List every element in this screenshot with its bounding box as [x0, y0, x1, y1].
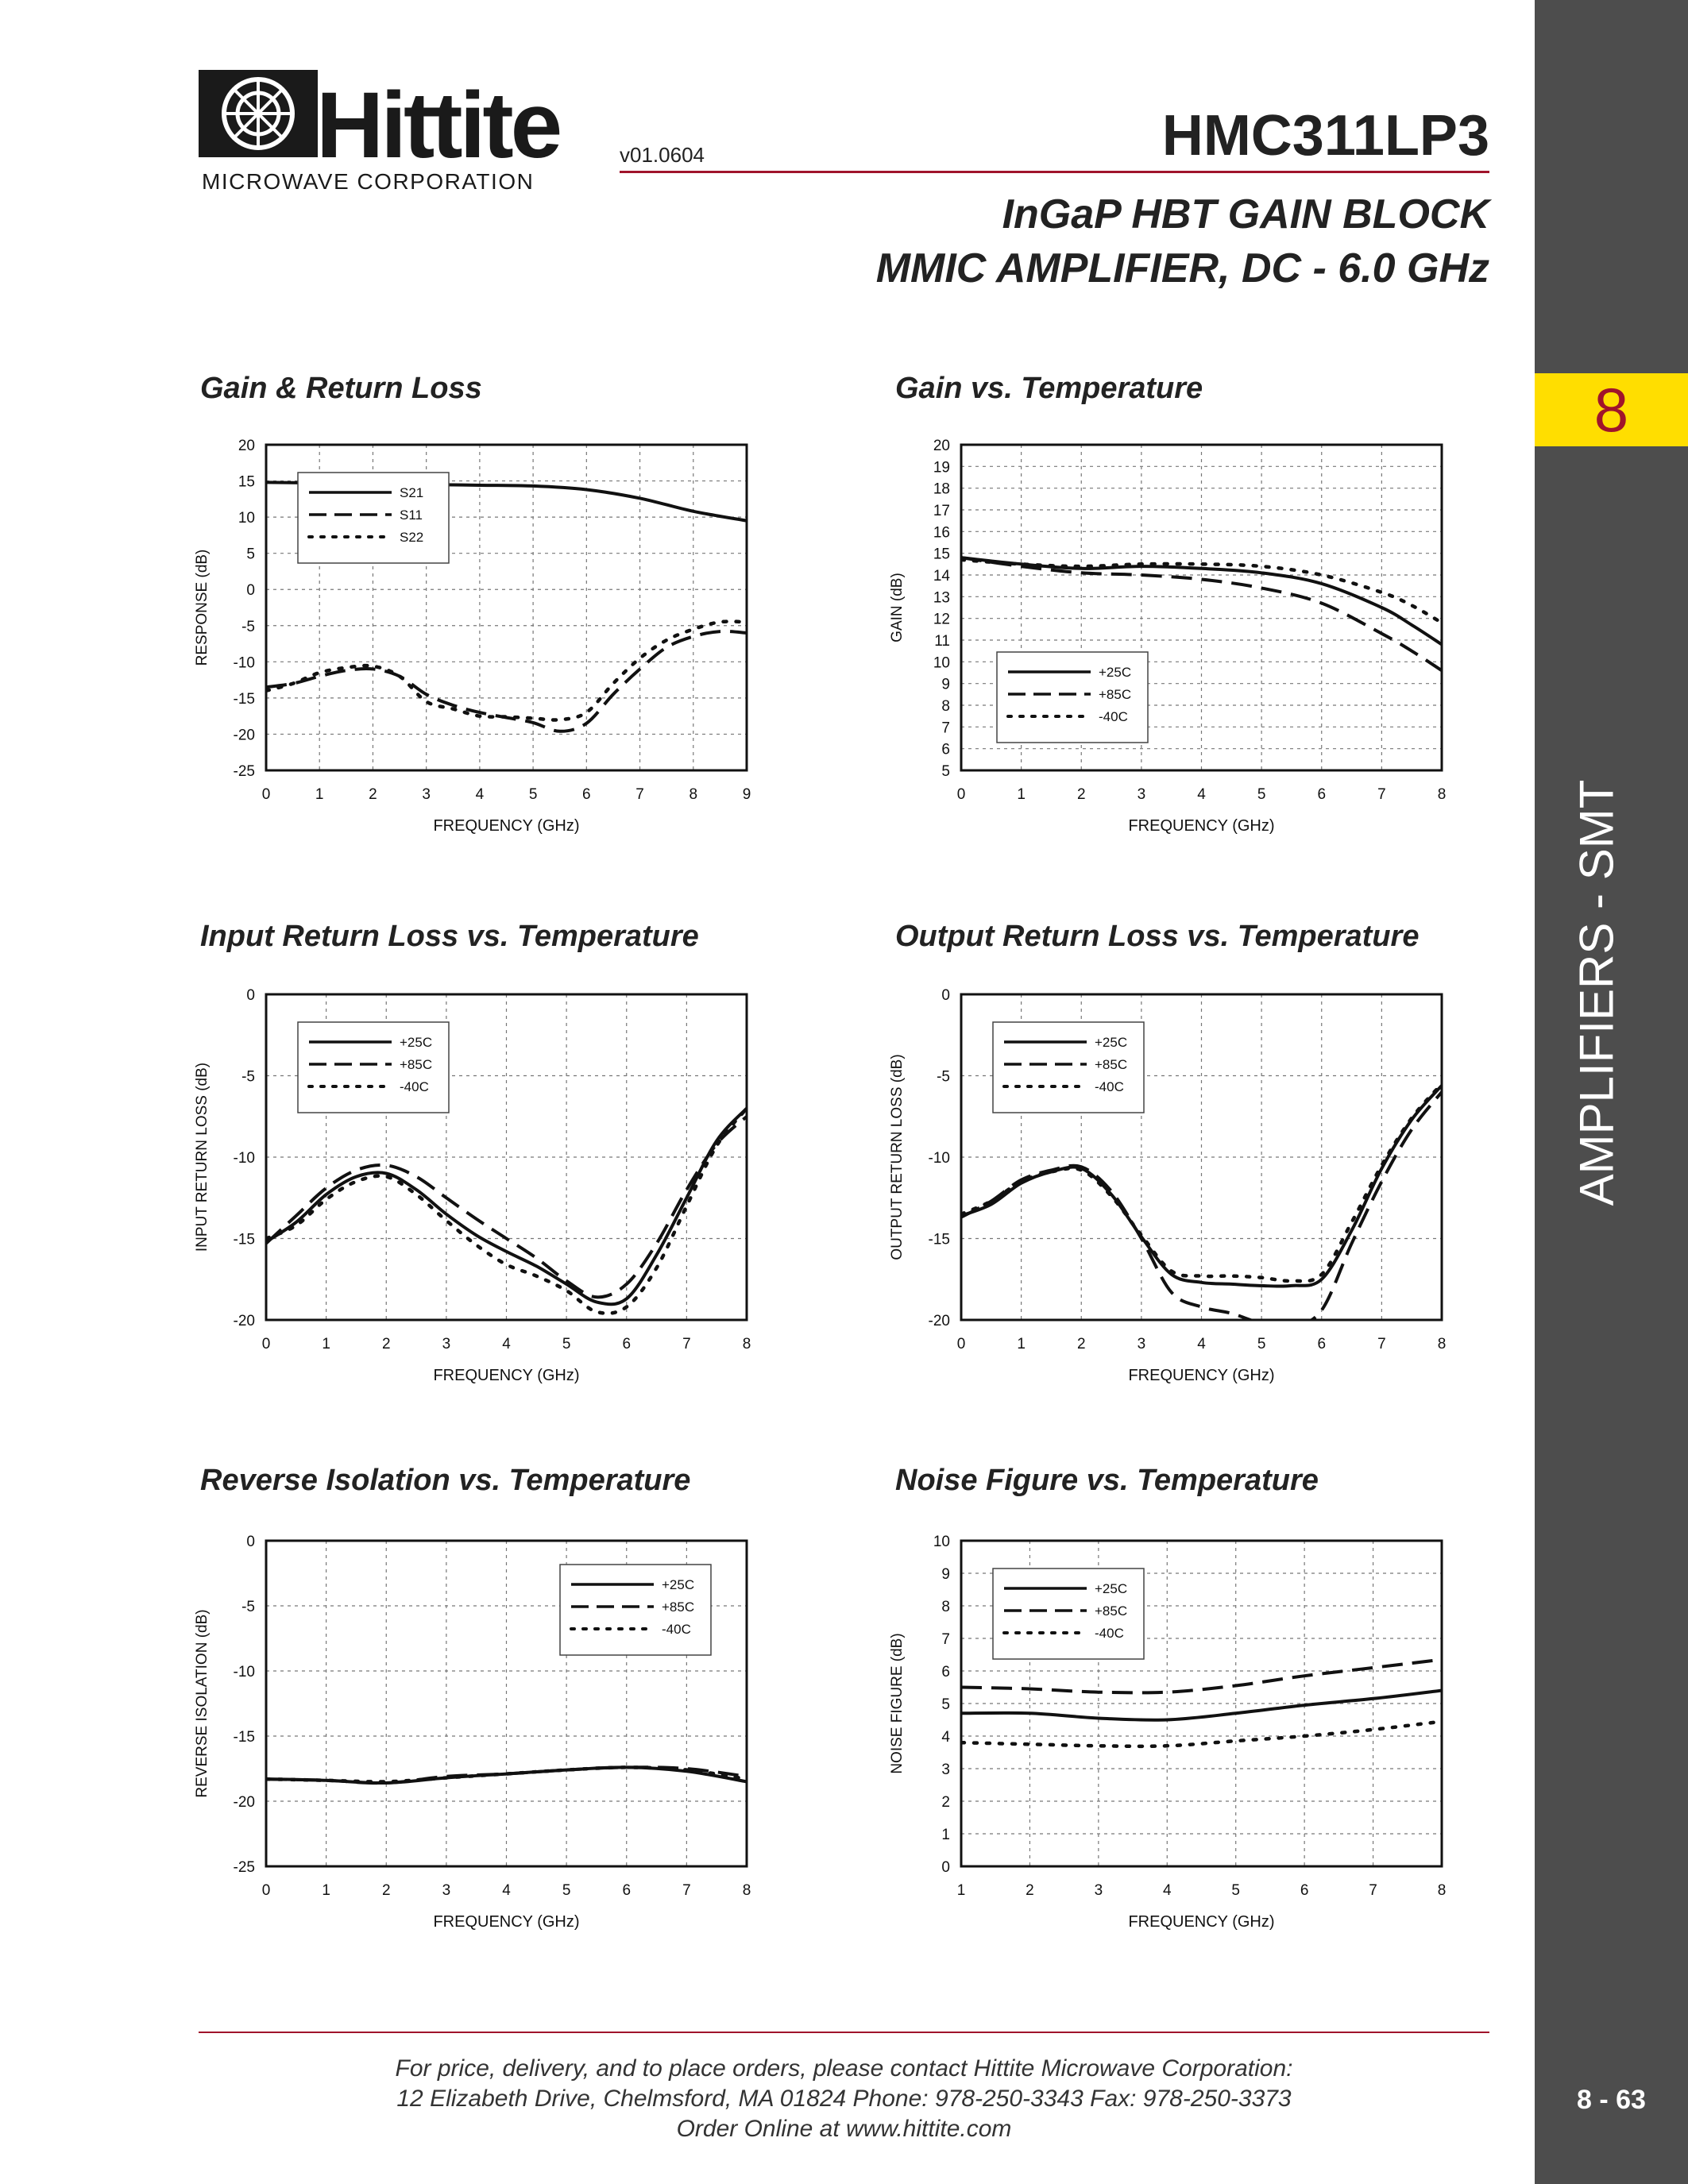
y-tick-label: 6: [941, 1664, 950, 1680]
chart-title-noise-figure: Noise Figure vs. Temperature: [895, 1464, 1319, 1497]
y-axis-label: INPUT RETURN LOSS (dB): [194, 1062, 211, 1252]
y-tick-label: 0: [246, 1534, 255, 1550]
x-tick-label: 4: [502, 1336, 511, 1352]
y-tick-label: 20: [933, 438, 950, 454]
y-axis-label: NOISE FIGURE (dB): [889, 1633, 906, 1774]
x-tick-label: 5: [1257, 786, 1266, 803]
x-axis-label: FREQUENCY (GHz): [1128, 1913, 1275, 1931]
y-tick-label: -15: [233, 1729, 255, 1746]
x-tick-label: 6: [622, 1882, 632, 1899]
x-tick-label: 3: [1137, 786, 1146, 803]
y-tick-label: -5: [241, 1068, 255, 1086]
x-tick-label: 8: [689, 786, 698, 803]
y-tick-label: 20: [238, 438, 255, 454]
chart-noise-figure: [878, 1525, 1481, 1938]
y-tick-label: 1: [941, 1827, 950, 1843]
series-line-40c: [961, 1722, 1442, 1746]
y-tick-label: 7: [941, 1631, 950, 1648]
y-tick-label: 5: [246, 546, 255, 563]
x-tick-label: 4: [475, 786, 485, 803]
x-tick-label: 0: [261, 786, 271, 803]
y-tick-label: -5: [241, 618, 255, 635]
x-tick-label: 1: [956, 1882, 966, 1899]
x-tick-label: 6: [1317, 786, 1327, 803]
version-label: v01.0604: [620, 143, 705, 167]
y-tick-label: -10: [233, 1664, 255, 1680]
y-tick-label: 0: [941, 1859, 950, 1876]
chart-title-gain-vs-temp: Gain vs. Temperature: [895, 372, 1203, 405]
x-axis-label: FREQUENCY (GHz): [433, 1913, 580, 1931]
y-tick-label: 9: [941, 1566, 950, 1583]
y-tick-label: 12: [933, 611, 950, 628]
x-tick-label: 2: [381, 1882, 391, 1899]
legend-label: S21: [400, 485, 424, 500]
y-tick-label: 16: [933, 524, 950, 542]
chart-title-gain-return-loss: Gain & Return Loss: [200, 372, 482, 405]
x-tick-label: 0: [261, 1336, 271, 1352]
section-label: AMPLIFIERS - SMT: [1570, 779, 1624, 1206]
y-tick-label: 14: [933, 568, 950, 585]
x-tick-label: 2: [369, 786, 377, 803]
x-tick-label: 0: [261, 1882, 271, 1899]
x-tick-label: 3: [1094, 1882, 1103, 1899]
x-tick-label: 2: [381, 1336, 391, 1352]
x-tick-label: 2: [1076, 1336, 1086, 1352]
y-tick-label: 0: [941, 987, 950, 1004]
y-tick-label: 5: [941, 763, 950, 780]
x-tick-label: 0: [956, 1336, 966, 1352]
legend-label: +85C: [400, 1057, 433, 1072]
x-tick-label: 5: [528, 786, 538, 803]
y-tick-label: -15: [233, 690, 255, 708]
series-line-25c: [961, 1691, 1442, 1720]
footer-contact-line: For price, delivery, and to place orders, please contact Hittite Microwave Corporation:: [395, 2055, 1293, 2082]
chart-output-return-loss: [878, 978, 1481, 1391]
y-tick-label: 6: [941, 741, 950, 758]
y-tick-label: -20: [233, 1313, 255, 1329]
logo-subtext: MICROWAVE CORPORATION: [202, 169, 535, 194]
legend-label: S22: [400, 530, 424, 545]
y-tick-label: 15: [933, 546, 950, 563]
y-tick-label: 10: [933, 1534, 950, 1550]
footer-address-line: 12 Elizabeth Drive, Chelmsford, MA 01824 Phone: 978-250-3343 Fax: 978-250-3373: [396, 2086, 1292, 2112]
y-tick-label: -15: [233, 1231, 255, 1248]
x-tick-label: 8: [1437, 786, 1447, 803]
y-axis-label: REVERSE ISOLATION (dB): [194, 1609, 211, 1798]
footer-rule: [199, 2032, 1489, 2033]
x-tick-label: 7: [682, 1336, 691, 1352]
y-tick-label: -20: [928, 1313, 950, 1329]
x-tick-label: 4: [1162, 1882, 1172, 1899]
x-tick-label: 1: [315, 786, 324, 803]
legend-label: +85C: [1095, 1603, 1128, 1619]
x-tick-label: 6: [622, 1336, 632, 1352]
y-tick-label: -15: [928, 1231, 950, 1248]
legend-label: +85C: [662, 1599, 695, 1615]
chart-gain-return-loss: [183, 429, 786, 842]
x-tick-label: 6: [1317, 1336, 1327, 1352]
legend-label: -40C: [662, 1622, 691, 1637]
x-tick-label: 2: [1026, 1882, 1034, 1899]
y-tick-label: 8: [941, 698, 950, 715]
x-tick-label: 5: [562, 1882, 571, 1899]
x-tick-label: 8: [742, 1882, 751, 1899]
y-axis-label: OUTPUT RETURN LOSS (dB): [889, 1054, 906, 1260]
y-tick-label: 8: [941, 1599, 950, 1615]
x-tick-label: 1: [322, 1882, 330, 1899]
x-tick-label: 8: [1437, 1336, 1447, 1352]
footer-order-online-line: Order Online at www.hittite.com: [676, 2116, 1012, 2142]
y-tick-label: -20: [233, 727, 255, 744]
y-tick-label: -20: [233, 1794, 255, 1811]
legend-label: +25C: [1095, 1035, 1128, 1050]
series-line-85c: [266, 1117, 747, 1298]
legend-label: -40C: [1099, 709, 1128, 724]
part-number: HMC311LP3: [1161, 104, 1489, 168]
x-tick-label: 8: [1437, 1882, 1447, 1899]
legend-label: +25C: [400, 1035, 433, 1050]
x-tick-label: 9: [742, 786, 751, 803]
x-tick-label: 7: [682, 1882, 691, 1899]
y-tick-label: 11: [934, 633, 950, 650]
section-tab-number: 8: [1535, 373, 1688, 446]
x-axis-label: FREQUENCY (GHz): [1128, 817, 1275, 835]
y-axis-label: RESPONSE (dB): [194, 549, 211, 666]
x-tick-label: 5: [1231, 1882, 1241, 1899]
x-tick-label: 4: [502, 1882, 511, 1899]
legend-label: -40C: [400, 1079, 429, 1094]
x-tick-label: 7: [1377, 786, 1386, 803]
logo-wordmark: Hittite: [316, 73, 560, 178]
x-tick-label: 7: [1377, 1336, 1386, 1352]
x-tick-label: 1: [1017, 786, 1026, 803]
x-tick-label: 3: [422, 786, 431, 803]
y-tick-label: 3: [941, 1761, 950, 1778]
y-tick-label: -10: [928, 1150, 950, 1167]
y-tick-label: 13: [933, 589, 950, 607]
x-tick-label: 8: [742, 1336, 751, 1352]
chart-title-output-return-loss: Output Return Loss vs. Temperature: [895, 920, 1420, 953]
chart-title-input-return-loss: Input Return Loss vs. Temperature: [200, 920, 699, 953]
x-tick-label: 5: [562, 1336, 571, 1352]
y-tick-label: -5: [241, 1599, 255, 1615]
x-tick-label: 7: [635, 786, 644, 803]
x-tick-label: 3: [442, 1336, 451, 1352]
y-tick-label: 0: [246, 582, 255, 600]
legend-label: -40C: [1095, 1626, 1124, 1641]
y-tick-label: 5: [941, 1696, 950, 1713]
legend-label: S11: [400, 507, 423, 523]
legend-label: +25C: [1095, 1581, 1128, 1596]
x-tick-label: 6: [1300, 1882, 1309, 1899]
y-tick-label: 10: [933, 654, 950, 672]
x-tick-label: 3: [1137, 1336, 1146, 1352]
y-tick-label: -25: [233, 1859, 255, 1876]
x-axis-label: FREQUENCY (GHz): [433, 817, 580, 835]
legend-label: +85C: [1099, 687, 1132, 702]
x-tick-label: 6: [582, 786, 591, 803]
header-rule: [620, 171, 1489, 173]
y-axis-label: GAIN (dB): [889, 573, 906, 642]
series-line-85c: [961, 1660, 1442, 1693]
hittite-logo: [199, 70, 588, 197]
legend-label: +85C: [1095, 1057, 1128, 1072]
y-tick-label: 10: [238, 510, 255, 527]
x-axis-label: FREQUENCY (GHz): [433, 1367, 580, 1384]
y-tick-label: 2: [941, 1794, 950, 1811]
y-tick-label: -5: [937, 1068, 950, 1086]
y-tick-label: 15: [238, 473, 255, 491]
x-tick-label: 2: [1076, 786, 1086, 803]
legend-label: +25C: [1099, 665, 1132, 680]
x-tick-label: 5: [1257, 1336, 1266, 1352]
y-tick-label: -25: [233, 763, 255, 780]
y-tick-label: 7: [941, 720, 950, 737]
y-tick-label: 18: [933, 480, 950, 498]
y-tick-label: -10: [233, 1150, 255, 1167]
chart-gain-vs-temp: [878, 429, 1481, 842]
legend-label: -40C: [1095, 1079, 1124, 1094]
y-tick-label: 9: [941, 676, 950, 693]
y-tick-label: 17: [933, 503, 950, 519]
y-tick-label: -10: [233, 654, 255, 672]
x-tick-label: 4: [1197, 1336, 1206, 1352]
x-tick-label: 4: [1197, 786, 1206, 803]
y-tick-label: 0: [246, 987, 255, 1004]
y-tick-label: 19: [933, 459, 950, 477]
chart-input-return-loss: [183, 978, 786, 1391]
x-axis-label: FREQUENCY (GHz): [1128, 1367, 1275, 1384]
x-tick-label: 7: [1369, 1882, 1377, 1899]
page-number: 8 - 63: [1577, 2085, 1646, 2115]
x-tick-label: 0: [956, 786, 966, 803]
y-tick-label: 4: [941, 1729, 950, 1746]
subtitle-line-2: MMIC AMPLIFIER, DC - 6.0 GHz: [875, 245, 1489, 291]
x-tick-label: 3: [442, 1882, 451, 1899]
legend-box: [298, 473, 449, 563]
chart-reverse-isolation: [183, 1525, 786, 1938]
x-tick-label: 1: [1017, 1336, 1026, 1352]
subtitle-line-1: InGaP HBT GAIN BLOCK: [1002, 191, 1489, 237]
x-tick-label: 1: [322, 1336, 330, 1352]
chart-title-reverse-isolation: Reverse Isolation vs. Temperature: [200, 1464, 691, 1497]
legend-label: +25C: [662, 1577, 695, 1592]
